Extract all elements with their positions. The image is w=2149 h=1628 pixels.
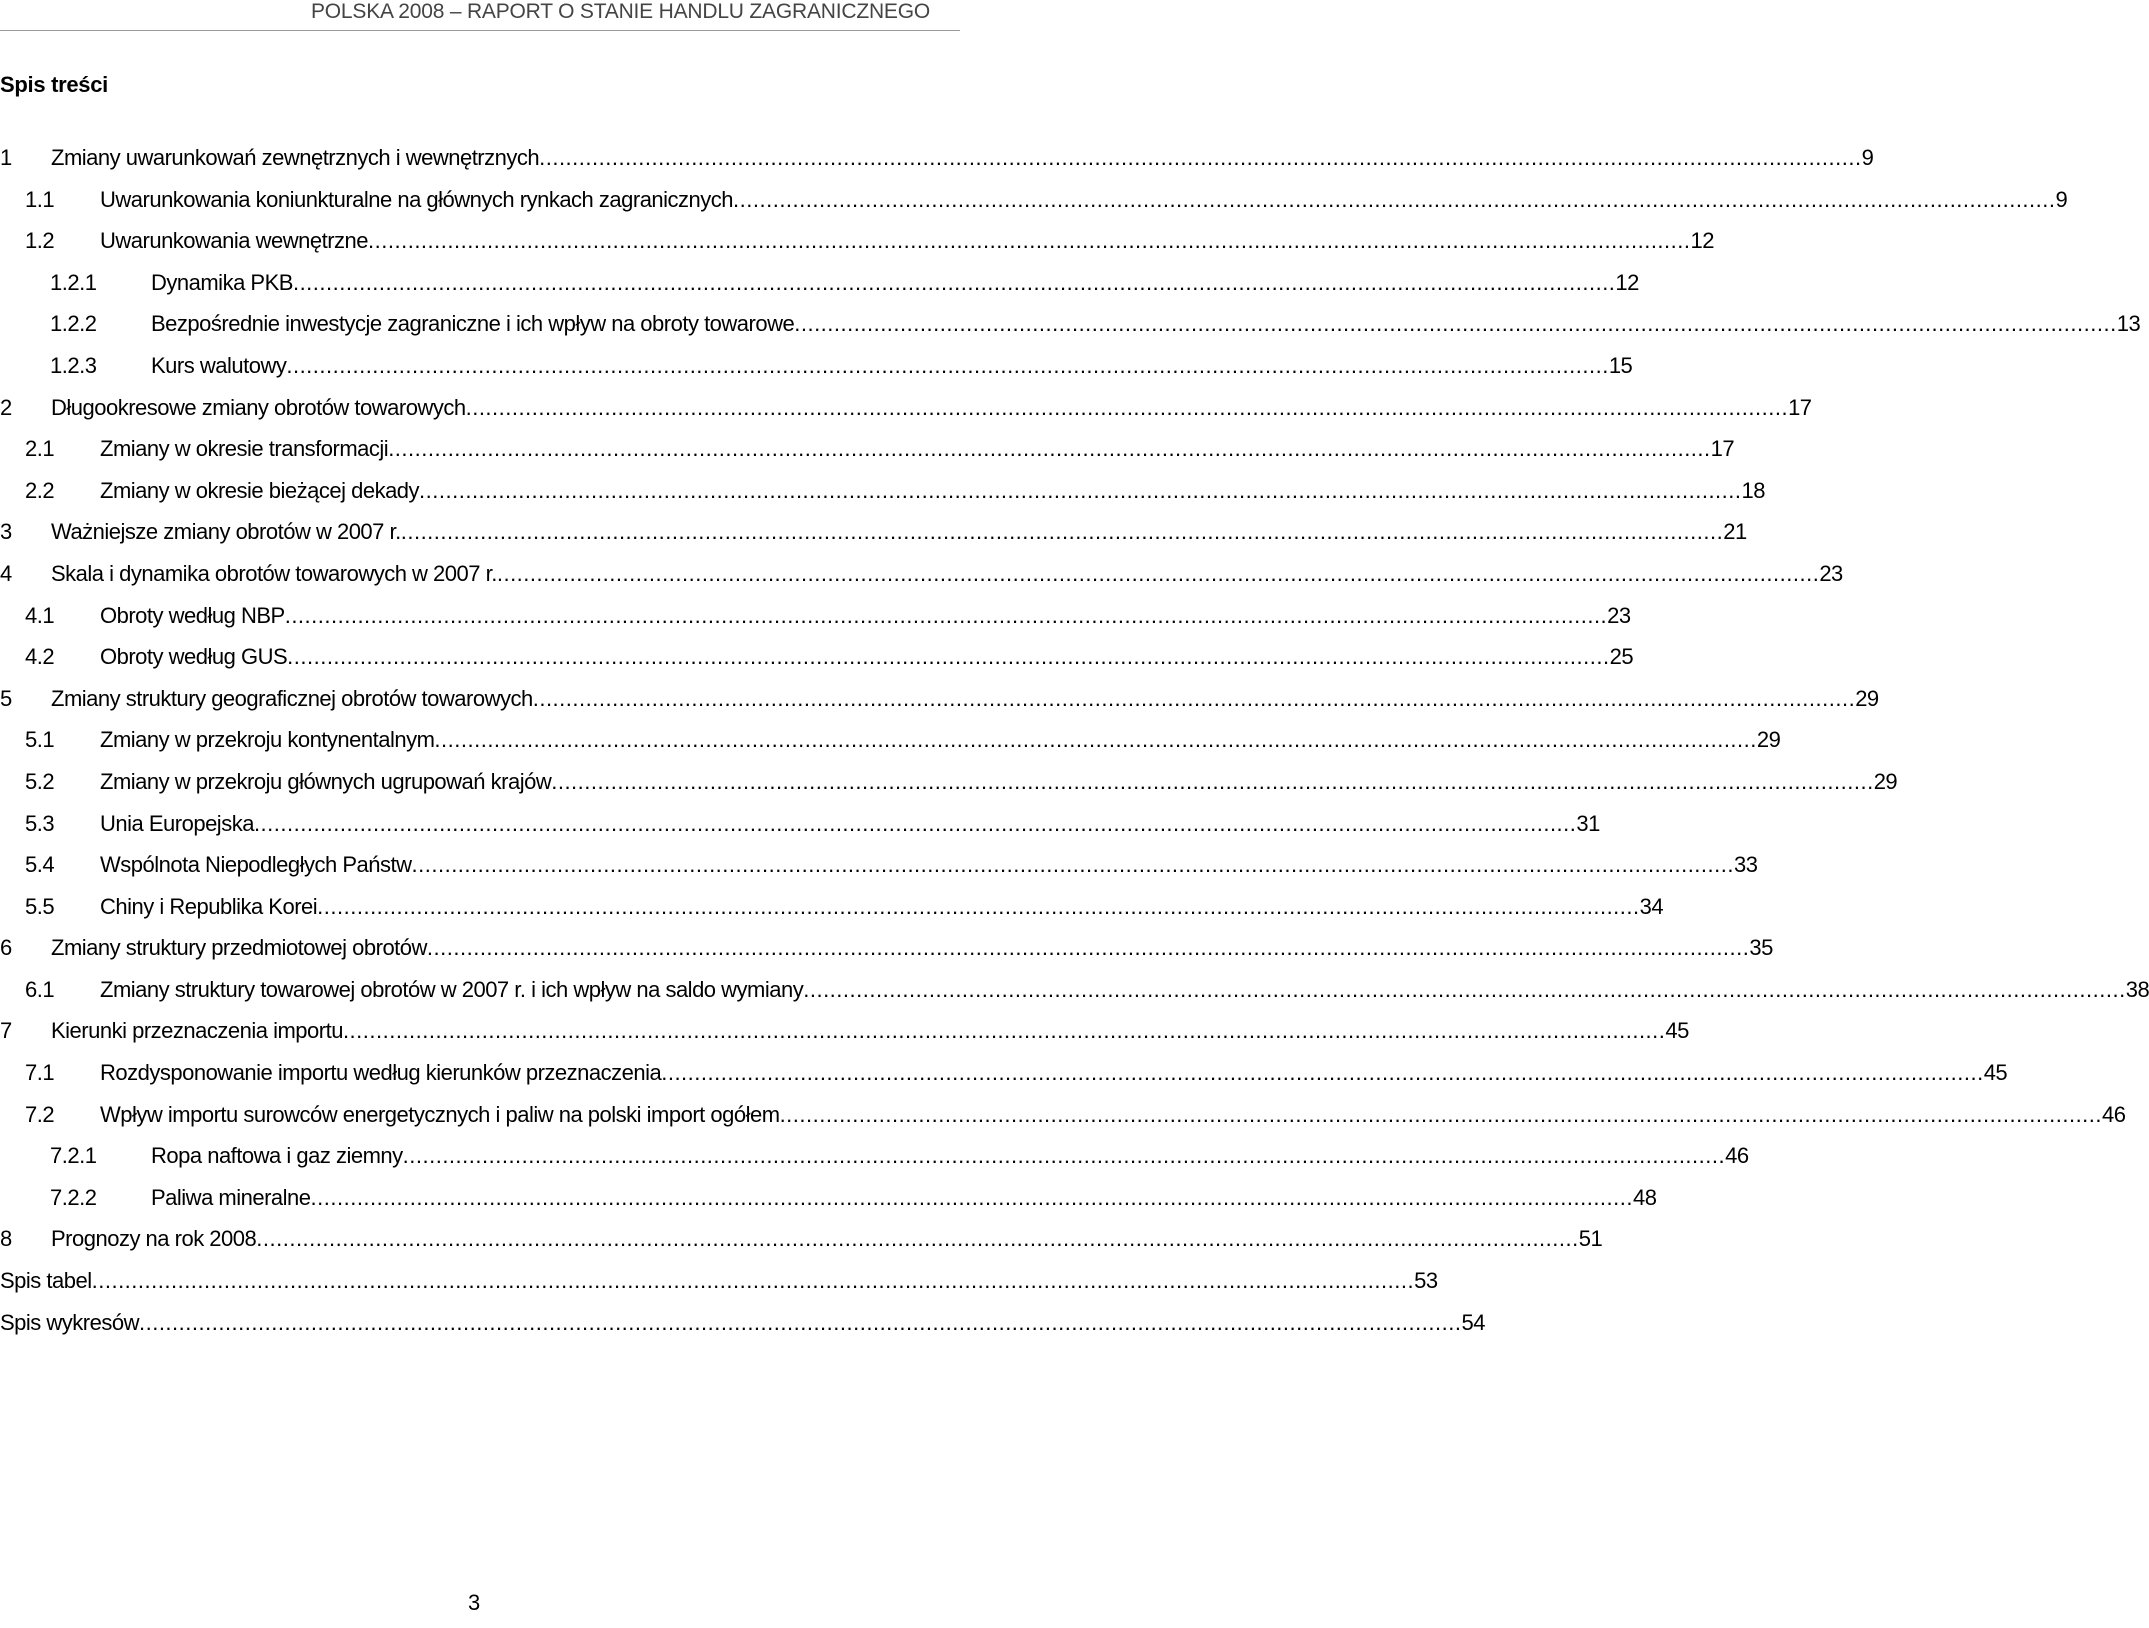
- toc-entry-title: Długookresowe zmiany obrotów towarowych: [51, 393, 466, 423]
- toc-entry-page: 13: [2116, 311, 2141, 337]
- toc-entry-number: 7.2.2: [50, 1184, 97, 1210]
- toc-entry-line: [51, 559, 1843, 589]
- toc-entry-page: 38: [2125, 976, 2149, 1002]
- dot-leader: ........................................................................................................................................................................................................: [402, 1143, 1726, 1169]
- dot-leader: ........................................................................................................................................................................................................: [733, 186, 2056, 212]
- toc-entry[interactable]: [0, 434, 1735, 476]
- toc-entry[interactable]: [0, 351, 1633, 393]
- toc-entry-page: 35: [1749, 935, 1773, 961]
- toc-entry-title: Zmiany struktury towarowej obrotów w 2007 r. i ich wpływ na saldo wymiany: [100, 975, 803, 1005]
- toc-entry-line: [151, 1183, 1657, 1213]
- toc-entry-number: 4.2: [25, 644, 55, 670]
- toc-entry-title: Spis wykresów: [0, 1308, 139, 1338]
- dot-leader: ........................................................................................................................................................................................................: [551, 768, 1874, 794]
- toc-entry[interactable]: [0, 1141, 1749, 1183]
- toc-entry-number: 1: [0, 145, 12, 170]
- toc-entry-page: 29: [1855, 685, 1879, 711]
- toc-entry-title: Zmiany w przekroju głównych ugrupowań krajów: [100, 767, 551, 797]
- toc-entry-line: [51, 517, 1747, 547]
- toc-entry[interactable]: [0, 850, 1758, 892]
- toc-entry-title: Wspólnota Niepodległych Państw: [100, 850, 412, 880]
- dot-leader: ........................................................................................................................................................................................................: [342, 1018, 1666, 1044]
- dot-leader: ........................................................................................................................................................................................................: [779, 1101, 2103, 1127]
- dot-leader: ........................................................................................................................................................................................................: [496, 560, 1820, 586]
- dot-leader: ........................................................................................................................................................................................................: [91, 1268, 1415, 1294]
- toc-entry-line: [51, 684, 1879, 714]
- toc-entry-title: Chiny i Republika Korei: [100, 892, 317, 922]
- toc-entry-line: [100, 892, 1664, 922]
- toc-entry-number: 8: [0, 1226, 12, 1252]
- toc-entry-title: Paliwa mineralne: [151, 1183, 311, 1213]
- dot-leader: ........................................................................................................................................................................................................: [284, 602, 1608, 628]
- toc-entry-line: [100, 226, 1714, 256]
- toc-entry-number: 2: [0, 394, 12, 420]
- toc-entry-number: 5.2: [25, 768, 55, 794]
- toc-entry-title: Obroty według NBP: [100, 601, 285, 631]
- toc-entry-line: [100, 476, 1765, 506]
- toc-entry[interactable]: [0, 185, 2068, 227]
- toc-entry-number: 3: [0, 519, 12, 545]
- toc-entry-line: [151, 351, 1633, 381]
- toc-entry-line: [151, 1141, 1749, 1171]
- toc-list: [0, 143, 2149, 1349]
- toc-entry-page: 53: [1414, 1268, 1438, 1294]
- toc-entry-page: 17: [1788, 394, 1812, 420]
- toc-entry-number: 7.2.1: [50, 1143, 97, 1169]
- toc-entry-line: [0, 1308, 1485, 1338]
- toc-entry-title: Zmiany uwarunkowań zewnętrznych i wewnętrznych: [51, 143, 539, 173]
- toc-entry-line: [51, 143, 1874, 173]
- dot-leader: ........................................................................................................................................................................................................: [661, 1060, 1984, 1086]
- toc-entry-page: 12: [1615, 269, 1639, 295]
- header-rule: [0, 30, 960, 31]
- toc-entry-page: 23: [1819, 560, 1843, 586]
- toc-entry-page: 46: [1725, 1143, 1749, 1169]
- dot-leader: ........................................................................................................................................................................................................: [434, 727, 1757, 753]
- toc-entry-title: Dynamika PKB: [151, 268, 293, 298]
- toc-entry-page: 18: [1741, 477, 1765, 503]
- toc-entry-title: Zmiany struktury geograficznej obrotów towarowych: [51, 684, 533, 714]
- toc-entry-number: 6.1: [25, 976, 55, 1002]
- toc-entry-page: 34: [1639, 893, 1664, 919]
- toc-entry-page: 29: [1756, 727, 1781, 753]
- toc-entry[interactable]: [0, 933, 1773, 975]
- toc-entry[interactable]: [0, 725, 1781, 767]
- toc-entry-title: Ważniejsze zmiany obrotów w 2007 r.: [51, 517, 401, 547]
- toc-entry-number: 5.4: [25, 852, 55, 878]
- toc-entry-line: [151, 309, 2141, 339]
- toc-entry-line: [51, 933, 1773, 963]
- toc-entry-title: Zmiany w przekroju kontynentalnym: [100, 725, 434, 755]
- toc-entry-line: [100, 642, 1634, 672]
- toc-entry-line: [100, 185, 2068, 215]
- toc-entry-line: [51, 1224, 1603, 1254]
- toc-entry-page: 46: [2102, 1101, 2126, 1127]
- toc-entry-title: Skala i dynamika obrotów towarowych w 2007 r.: [51, 559, 497, 589]
- dot-leader: ........................................................................................................................................................................................................: [368, 228, 1691, 254]
- toc-entry-title: Ropa naftowa i gaz ziemny: [151, 1141, 403, 1171]
- toc-entry-line: [51, 393, 1812, 423]
- dot-leader: ........................................................................................................................................................................................................: [426, 935, 1750, 961]
- toc-entry[interactable]: [0, 809, 1600, 851]
- toc-entry[interactable]: [0, 393, 1812, 435]
- dot-leader: ........................................................................................................................................................................................................: [532, 685, 1856, 711]
- toc-entry-number: 6: [0, 935, 12, 961]
- toc-entry-line: [51, 1016, 1689, 1046]
- toc-entry-page: 17: [1710, 436, 1735, 462]
- toc-entry-line: [100, 1058, 2008, 1088]
- toc-entry-number: 7.2: [25, 1101, 55, 1127]
- toc-entry[interactable]: [0, 892, 1664, 934]
- dot-leader: ........................................................................................................................................................................................................: [292, 269, 1616, 295]
- dot-leader: ........................................................................................................................................................................................................: [286, 352, 1609, 378]
- toc-entry[interactable]: [0, 309, 2141, 351]
- toc-entry-line: [151, 268, 1639, 298]
- toc-entry-number: 1.2.2: [50, 311, 97, 337]
- dot-leader: ........................................................................................................................................................................................................: [803, 976, 2126, 1002]
- toc-entry[interactable]: [0, 1100, 2126, 1142]
- dot-leader: ........................................................................................................................................................................................................: [317, 893, 1640, 919]
- toc-entry-number: 2.2: [25, 477, 55, 503]
- toc-entry-number: 5.3: [25, 810, 55, 836]
- toc-entry-page: 9: [2055, 186, 2068, 212]
- page-number: 3: [468, 1590, 481, 1615]
- toc-entry[interactable]: [0, 1058, 2008, 1100]
- dot-leader: ........................................................................................................................................................................................................: [253, 810, 1577, 836]
- toc-entry-number: 1.2: [25, 228, 55, 254]
- toc-entry-title: Obroty według GUS: [100, 642, 287, 672]
- toc-entry-line: [0, 1266, 1438, 1296]
- toc-entry[interactable]: [0, 975, 2149, 1017]
- dot-leader: ........................................................................................................................................................................................................: [287, 644, 1610, 670]
- toc-entry-number: 4: [0, 560, 12, 586]
- toc-entry-page: 29: [1873, 768, 1898, 794]
- toc-entry-line: [100, 767, 1898, 797]
- toc-entry[interactable]: [0, 1224, 1603, 1266]
- toc-entry-number: 7.1: [25, 1060, 55, 1086]
- toc-entry-page: 51: [1578, 1226, 1603, 1252]
- running-header: POLSKA 2008 – RAPORT O STANIE HANDLU ZAGRANICZNEGO: [310, 0, 930, 23]
- toc-entry-line: [100, 725, 1781, 755]
- toc-entry[interactable]: [0, 1016, 1689, 1058]
- dot-leader: ........................................................................................................................................................................................................: [419, 477, 1742, 503]
- toc-entry-page: 48: [1633, 1184, 1657, 1210]
- toc-entry-title: Zmiany struktury przedmiotowej obrotów: [51, 933, 427, 963]
- toc-entry-number: 4.1: [25, 602, 55, 628]
- toc-entry-line: [100, 434, 1735, 464]
- toc-entry-title: Uwarunkowania wewnętrzne: [100, 226, 368, 256]
- toc-entry[interactable]: [0, 476, 1765, 518]
- toc-entry-page: 45: [1665, 1018, 1689, 1044]
- dot-leader: ........................................................................................................................................................................................................: [310, 1184, 1633, 1210]
- toc-title: Spis treści: [0, 72, 108, 97]
- toc-entry-page: 9: [1861, 145, 1874, 170]
- toc-entry[interactable]: [0, 1183, 1657, 1225]
- toc-entry-page: 25: [1609, 644, 1634, 670]
- toc-entry-number: 5: [0, 685, 12, 711]
- toc-entry-page: 21: [1723, 519, 1747, 545]
- dot-leader: ........................................................................................................................................................................................................: [256, 1226, 1579, 1252]
- dot-leader: ........................................................................................................................................................................................................: [794, 311, 2117, 337]
- toc-entry-number: 5.5: [25, 893, 55, 919]
- toc-entry-number: 7: [0, 1018, 12, 1044]
- toc-entry-page: 12: [1690, 228, 1714, 254]
- toc-entry-title: Wpływ importu surowców energetycznych i paliw na polski import ogółem: [100, 1100, 780, 1130]
- dot-leader: ........................................................................................................................................................................................................: [138, 1309, 1462, 1335]
- dot-leader: ........................................................................................................................................................................................................: [465, 394, 1789, 420]
- toc-entry[interactable]: [0, 517, 1747, 559]
- toc-entry-line: [100, 850, 1758, 880]
- toc-entry-title: Unia Europejska: [100, 809, 254, 839]
- toc-entry-line: [100, 1100, 2126, 1130]
- toc-entry-page: 15: [1608, 352, 1633, 378]
- toc-entry-title: Zmiany w okresie bieżącej dekady: [100, 476, 419, 506]
- toc-entry-page: 31: [1576, 810, 1600, 836]
- toc-entry-line: [100, 601, 1631, 631]
- toc-entry[interactable]: [0, 767, 1898, 809]
- toc-entry-line: [100, 975, 2149, 1005]
- toc-entry[interactable]: [0, 268, 1639, 310]
- dot-leader: ........................................................................................................................................................................................................: [400, 519, 1724, 545]
- toc-entry[interactable]: [0, 642, 1634, 684]
- toc-entry[interactable]: [0, 226, 1714, 268]
- toc-entry-number: 1.2.1: [50, 269, 97, 295]
- toc-entry-number: 1.1: [25, 186, 55, 212]
- toc-entry-title: Kurs walutowy: [151, 351, 286, 381]
- toc-entry-title: Bezpośrednie inwestycje zagraniczne i ich wpływ na obroty towarowe: [151, 309, 794, 339]
- dot-leader: ........................................................................................................................................................................................................: [411, 852, 1734, 878]
- toc-entry-title: Prognozy na rok 2008: [51, 1224, 256, 1254]
- toc-entry-title: Kierunki przeznaczenia importu: [51, 1016, 343, 1046]
- toc-entry[interactable]: [0, 143, 1874, 185]
- dot-leader: ........................................................................................................................................................................................................: [388, 436, 1711, 462]
- toc-entry[interactable]: [0, 1266, 1438, 1308]
- dot-leader: ........................................................................................................................................................................................................: [539, 145, 1862, 170]
- toc-entry-number: 2.1: [25, 436, 55, 462]
- toc-entry[interactable]: [0, 1308, 1485, 1350]
- toc-entry-number: 5.1: [25, 727, 55, 753]
- toc-entry-number: 1.2.3: [50, 352, 97, 378]
- toc-entry-title: Zmiany w okresie transformacji: [100, 434, 388, 464]
- toc-entry-line: [100, 809, 1600, 839]
- toc-entry-title: Spis tabel: [0, 1266, 92, 1296]
- toc-entry[interactable]: [0, 684, 1879, 726]
- toc-entry-page: 33: [1733, 852, 1758, 878]
- toc-entry-page: 45: [1983, 1060, 2008, 1086]
- toc-entry-title: Rozdysponowanie importu według kierunków przeznaczenia: [100, 1058, 661, 1088]
- toc-entry[interactable]: [0, 601, 1631, 643]
- toc-entry[interactable]: [0, 559, 1843, 601]
- toc-entry-page: 23: [1607, 602, 1631, 628]
- toc-entry-title: Uwarunkowania koniunkturalne na głównych rynkach zagranicznych: [100, 185, 733, 215]
- toc-entry-page: 54: [1461, 1309, 1485, 1335]
